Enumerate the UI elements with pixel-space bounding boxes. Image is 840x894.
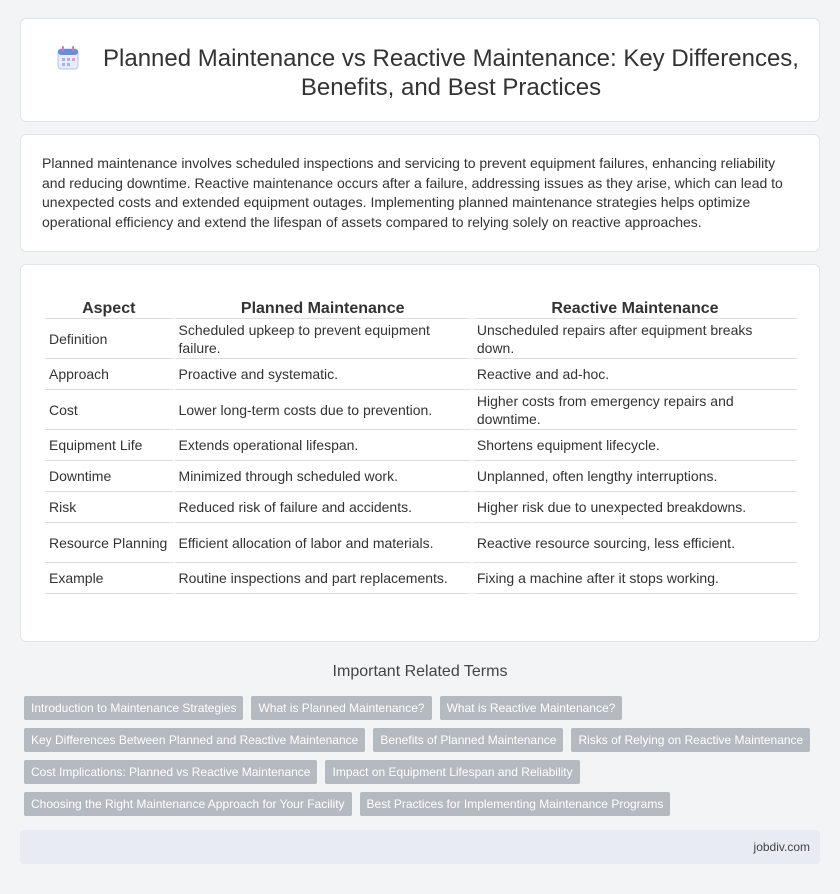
table-row	[45, 492, 797, 523]
tag-link[interactable]: What is Planned Maintenance?	[251, 696, 431, 720]
cell-planned: Proactive and systematic.	[175, 359, 471, 390]
tag-link[interactable]: Introduction to Maintenance Strategies	[24, 696, 243, 720]
cell-aspect: Resource Planning	[45, 523, 173, 563]
tag-row	[24, 696, 824, 720]
cell-aspect: Risk	[45, 492, 173, 523]
cell-reactive: Higher risk due to unexpected breakdowns.	[473, 492, 797, 523]
cell-planned: Routine inspections and part replacements.	[175, 563, 471, 594]
cell-aspect: Definition	[45, 319, 173, 359]
related-terms-tags	[24, 696, 824, 824]
cell-reactive: Higher costs from emergency repairs and downtime.	[473, 390, 797, 430]
intro-paragraph: Planned maintenance involves scheduled inspections and servicing to prevent equipment failures, enhancing reliability and reducing downtime. Reactive maintenance occurs after a failure, addressing issues as they arise, which can lead to unexpected costs and extended equipment outages. Implementing planned maintenance strategies helps optimize operational efficiency and extend the lifespan of assets compared to relying solely on reactive approaches.	[42, 155, 783, 230]
intro-card	[20, 134, 820, 252]
tag-row	[24, 728, 824, 752]
tag-link[interactable]: Risks of Relying on Reactive Maintenance	[571, 728, 810, 752]
cell-planned: Lower long-term costs due to prevention.	[175, 390, 471, 430]
cell-aspect: Cost	[45, 390, 173, 430]
tag-link[interactable]: Impact on Equipment Lifespan and Reliability	[325, 760, 579, 784]
cell-planned: Reduced risk of failure and accidents.	[175, 492, 471, 523]
cell-planned: Efficient allocation of labor and materials.	[175, 523, 471, 563]
cell-aspect: Downtime	[45, 461, 173, 492]
page-title: Planned Maintenance vs Reactive Maintenance: Key Differences, Benefits, and Best Practices	[103, 45, 799, 101]
title-area	[21, 19, 821, 123]
cell-aspect: Equipment Life	[45, 430, 173, 461]
cell-planned: Minimized through scheduled work.	[175, 461, 471, 492]
cell-planned: Extends operational lifespan.	[175, 430, 471, 461]
tag-row	[24, 792, 824, 816]
table-row	[45, 359, 797, 390]
table-row	[45, 390, 797, 430]
header-reactive: Reactive Maintenance	[473, 295, 797, 319]
cell-reactive: Unscheduled repairs after equipment breaks down.	[473, 319, 797, 359]
comparison-table	[43, 295, 799, 594]
table-row	[45, 319, 797, 359]
cell-reactive: Reactive and ad-hoc.	[473, 359, 797, 390]
tag-link[interactable]: Key Differences Between Planned and Reactive Maintenance	[24, 728, 365, 752]
table-row	[45, 523, 797, 563]
tag-link[interactable]: Choosing the Right Maintenance Approach for Your Facility	[24, 792, 352, 816]
related-terms-heading: Important Related Terms	[332, 663, 508, 680]
table-row	[45, 563, 797, 594]
tag-row	[24, 760, 824, 784]
cell-planned: Scheduled upkeep to prevent equipment failure.	[175, 319, 471, 359]
header-planned: Planned Maintenance	[175, 295, 471, 319]
tag-link[interactable]: What is Reactive Maintenance?	[440, 696, 623, 720]
table-header-row	[45, 295, 797, 319]
cell-aspect: Approach	[45, 359, 173, 390]
header-aspect: Aspect	[45, 295, 173, 319]
footer	[20, 830, 820, 864]
cell-reactive: Fixing a machine after it stops working.	[473, 563, 797, 594]
cell-aspect: Example	[45, 563, 173, 594]
comparison-card	[20, 264, 820, 642]
footer-site-link[interactable]: jobdiv.com	[753, 840, 810, 854]
calendar-icon	[57, 46, 79, 70]
table-row	[45, 430, 797, 461]
cell-reactive: Reactive resource sourcing, less efficient.	[473, 523, 797, 563]
tag-link[interactable]: Best Practices for Implementing Maintenance Programs	[360, 792, 671, 816]
header-card	[20, 18, 820, 122]
cell-reactive: Unplanned, often lengthy interruptions.	[473, 461, 797, 492]
tag-link[interactable]: Benefits of Planned Maintenance	[373, 728, 563, 752]
cell-reactive: Shortens equipment lifecycle.	[473, 430, 797, 461]
table-row	[45, 461, 797, 492]
tag-link[interactable]: Cost Implications: Planned vs Reactive Maintenance	[24, 760, 317, 784]
